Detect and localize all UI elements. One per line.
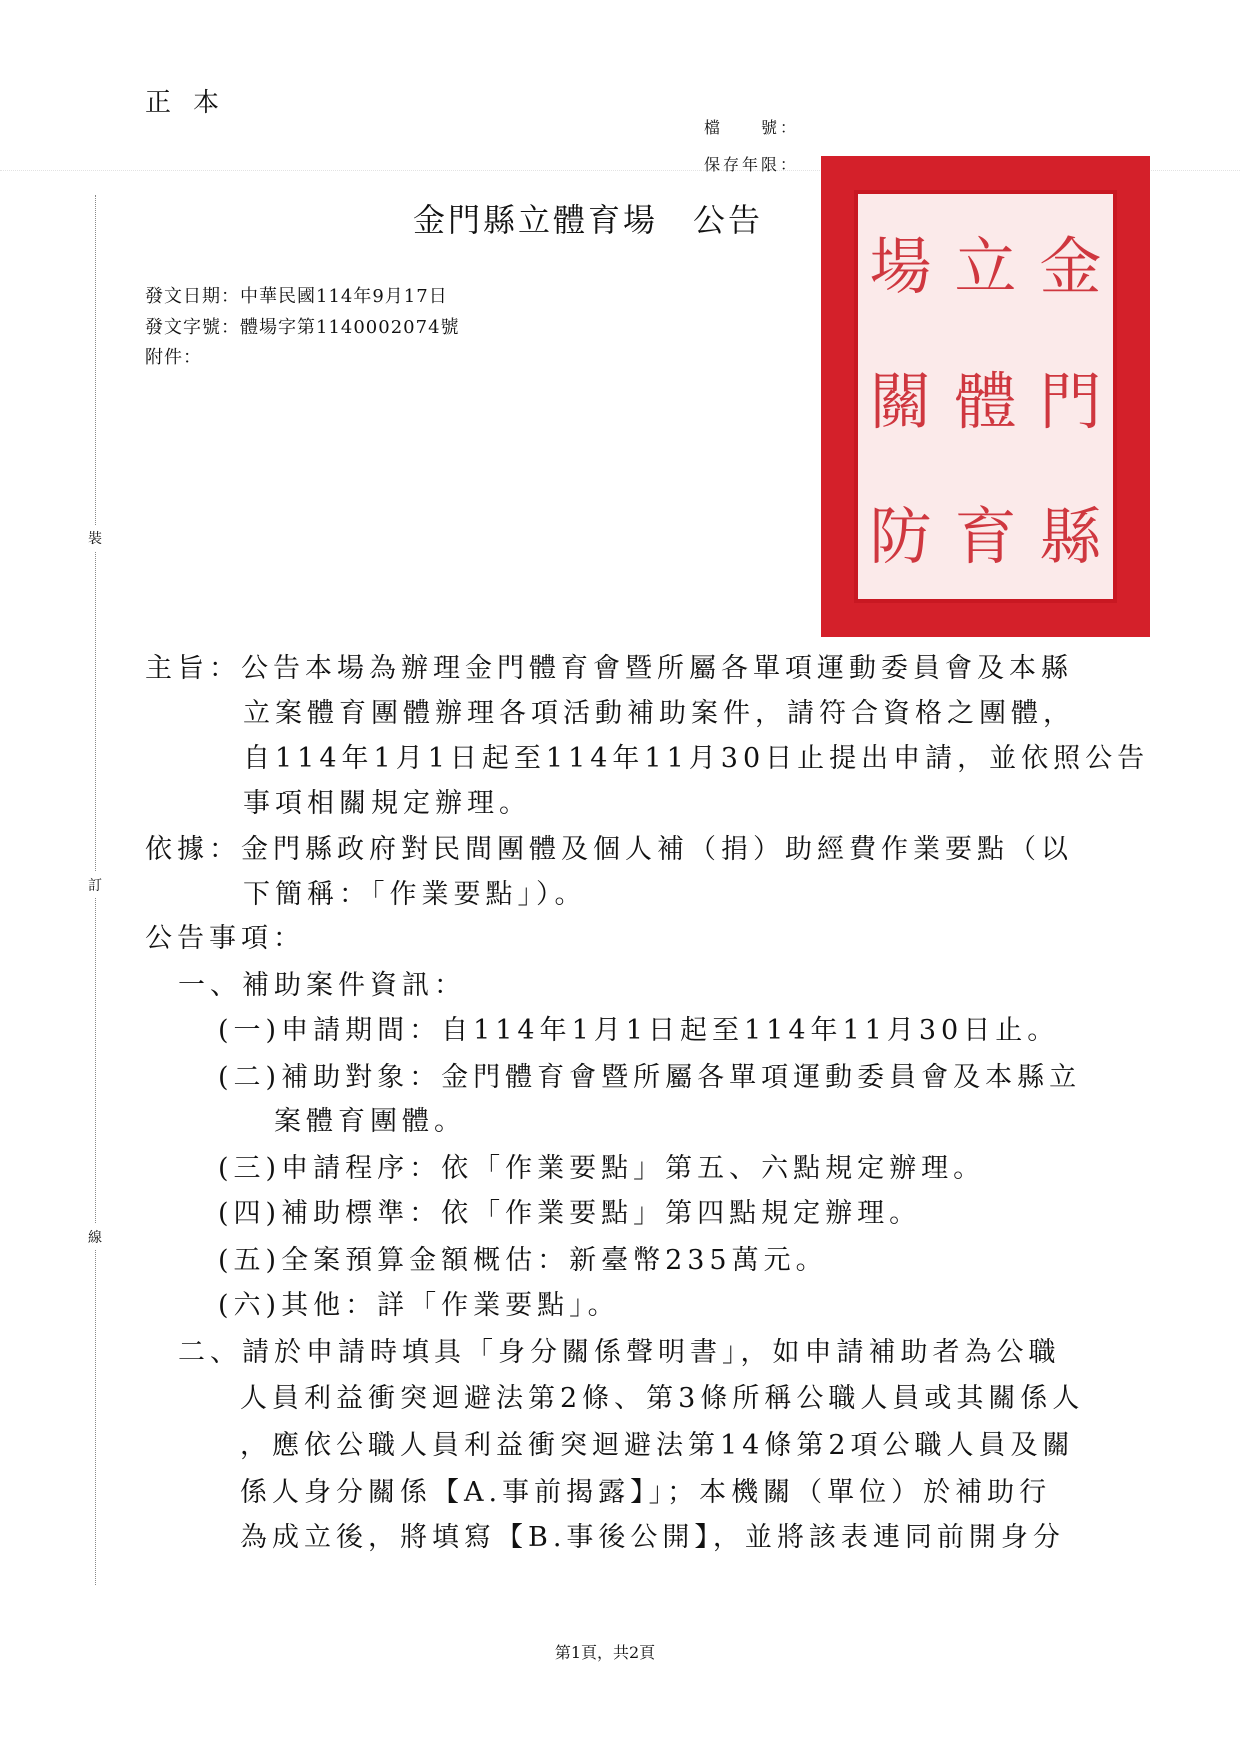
- issue-date: 發文日期：中華民國114年9月17日: [145, 286, 448, 307]
- seal-glyphs: [854, 190, 1117, 603]
- seal-glyph: 體: [954, 365, 1017, 438]
- seal-glyph: 育: [954, 500, 1017, 573]
- body-line: 案體育團體。: [274, 1106, 466, 1137]
- document-title: 金門縣立體育場 公告: [413, 201, 764, 239]
- body-line: 主旨：公告本場為辦理金門體育會暨所屬各單項運動委員會及本縣: [145, 653, 1073, 684]
- attachment-label: 附件：: [145, 347, 202, 368]
- seal-glyph: 場: [869, 230, 932, 303]
- seal-glyph: 門: [1039, 365, 1102, 438]
- body-line: 二、請於申請時填具「身分關係聲明書」，如申請補助者為公職: [178, 1337, 1061, 1368]
- document-number: 發文字號：體場字第1140002074號: [145, 317, 460, 338]
- body-line: ，應依公職人員利益衝突迴避法第14條第2項公職人員及關: [240, 1430, 1075, 1461]
- body-line: (一)申請期間：自114年1月1日起至114年11月30日止。: [218, 1015, 1060, 1046]
- binding-char-middle: 訂: [88, 872, 102, 898]
- body-line: 公告事項：: [145, 923, 305, 954]
- seal-glyph: 金: [1039, 230, 1102, 303]
- body-line: 係人身分關係【A.事前揭露】」；本機關（單位）於補助行: [240, 1477, 1052, 1508]
- body-line: (二)補助對象：金門體育會暨所屬各單項運動委員會及本縣立: [218, 1062, 1082, 1093]
- seal-glyph: 防: [869, 500, 932, 573]
- official-seal-stamp: [821, 156, 1150, 637]
- file-number-label: 檔 號：: [704, 118, 800, 137]
- seal-glyph: 縣: [1039, 500, 1102, 573]
- body-line: 依據：金門縣政府對民間團體及個人補（捐）助經費作業要點（以: [145, 834, 1073, 865]
- body-line: (三)申請程序：依「作業要點」第五、六點規定辦理。: [218, 1153, 986, 1184]
- copy-mark: 正本: [145, 88, 242, 118]
- body-line: (四)補助標準：依「作業要點」第四點規定辦理。: [218, 1198, 922, 1229]
- binding-char-bottom: 線: [88, 1224, 102, 1250]
- body-line: 下簡稱：「作業要點」）。: [243, 879, 587, 910]
- body-line: 為成立後，將填寫【B.事後公開】，並將該表連同前開身分: [240, 1522, 1065, 1553]
- body-line: (五)全案預算金額概估：新臺幣235萬元。: [218, 1245, 828, 1276]
- page-number: 第1頁，共2頁: [554, 1643, 656, 1662]
- body-line: 一、補助案件資訊：: [178, 970, 466, 1001]
- body-line: 事項相關規定辦理。: [243, 788, 531, 819]
- body-line: (六)其他：詳「作業要點」。: [218, 1290, 620, 1321]
- body-line: 人員利益衝突迴避法第2條、第3條所稱公職人員或其關係人: [240, 1383, 1085, 1414]
- seal-glyph: 立: [954, 230, 1017, 303]
- body-line: 自114年1月1日起至114年11月30日止提出申請，並依照公告: [243, 743, 1150, 774]
- body-line: 立案體育團體辦理各項活動補助案件，請符合資格之團體，: [243, 698, 1075, 729]
- binding-char-top: 裝: [88, 525, 102, 551]
- retention-label: 保存年限：: [704, 155, 800, 174]
- seal-glyph: 關: [869, 365, 932, 438]
